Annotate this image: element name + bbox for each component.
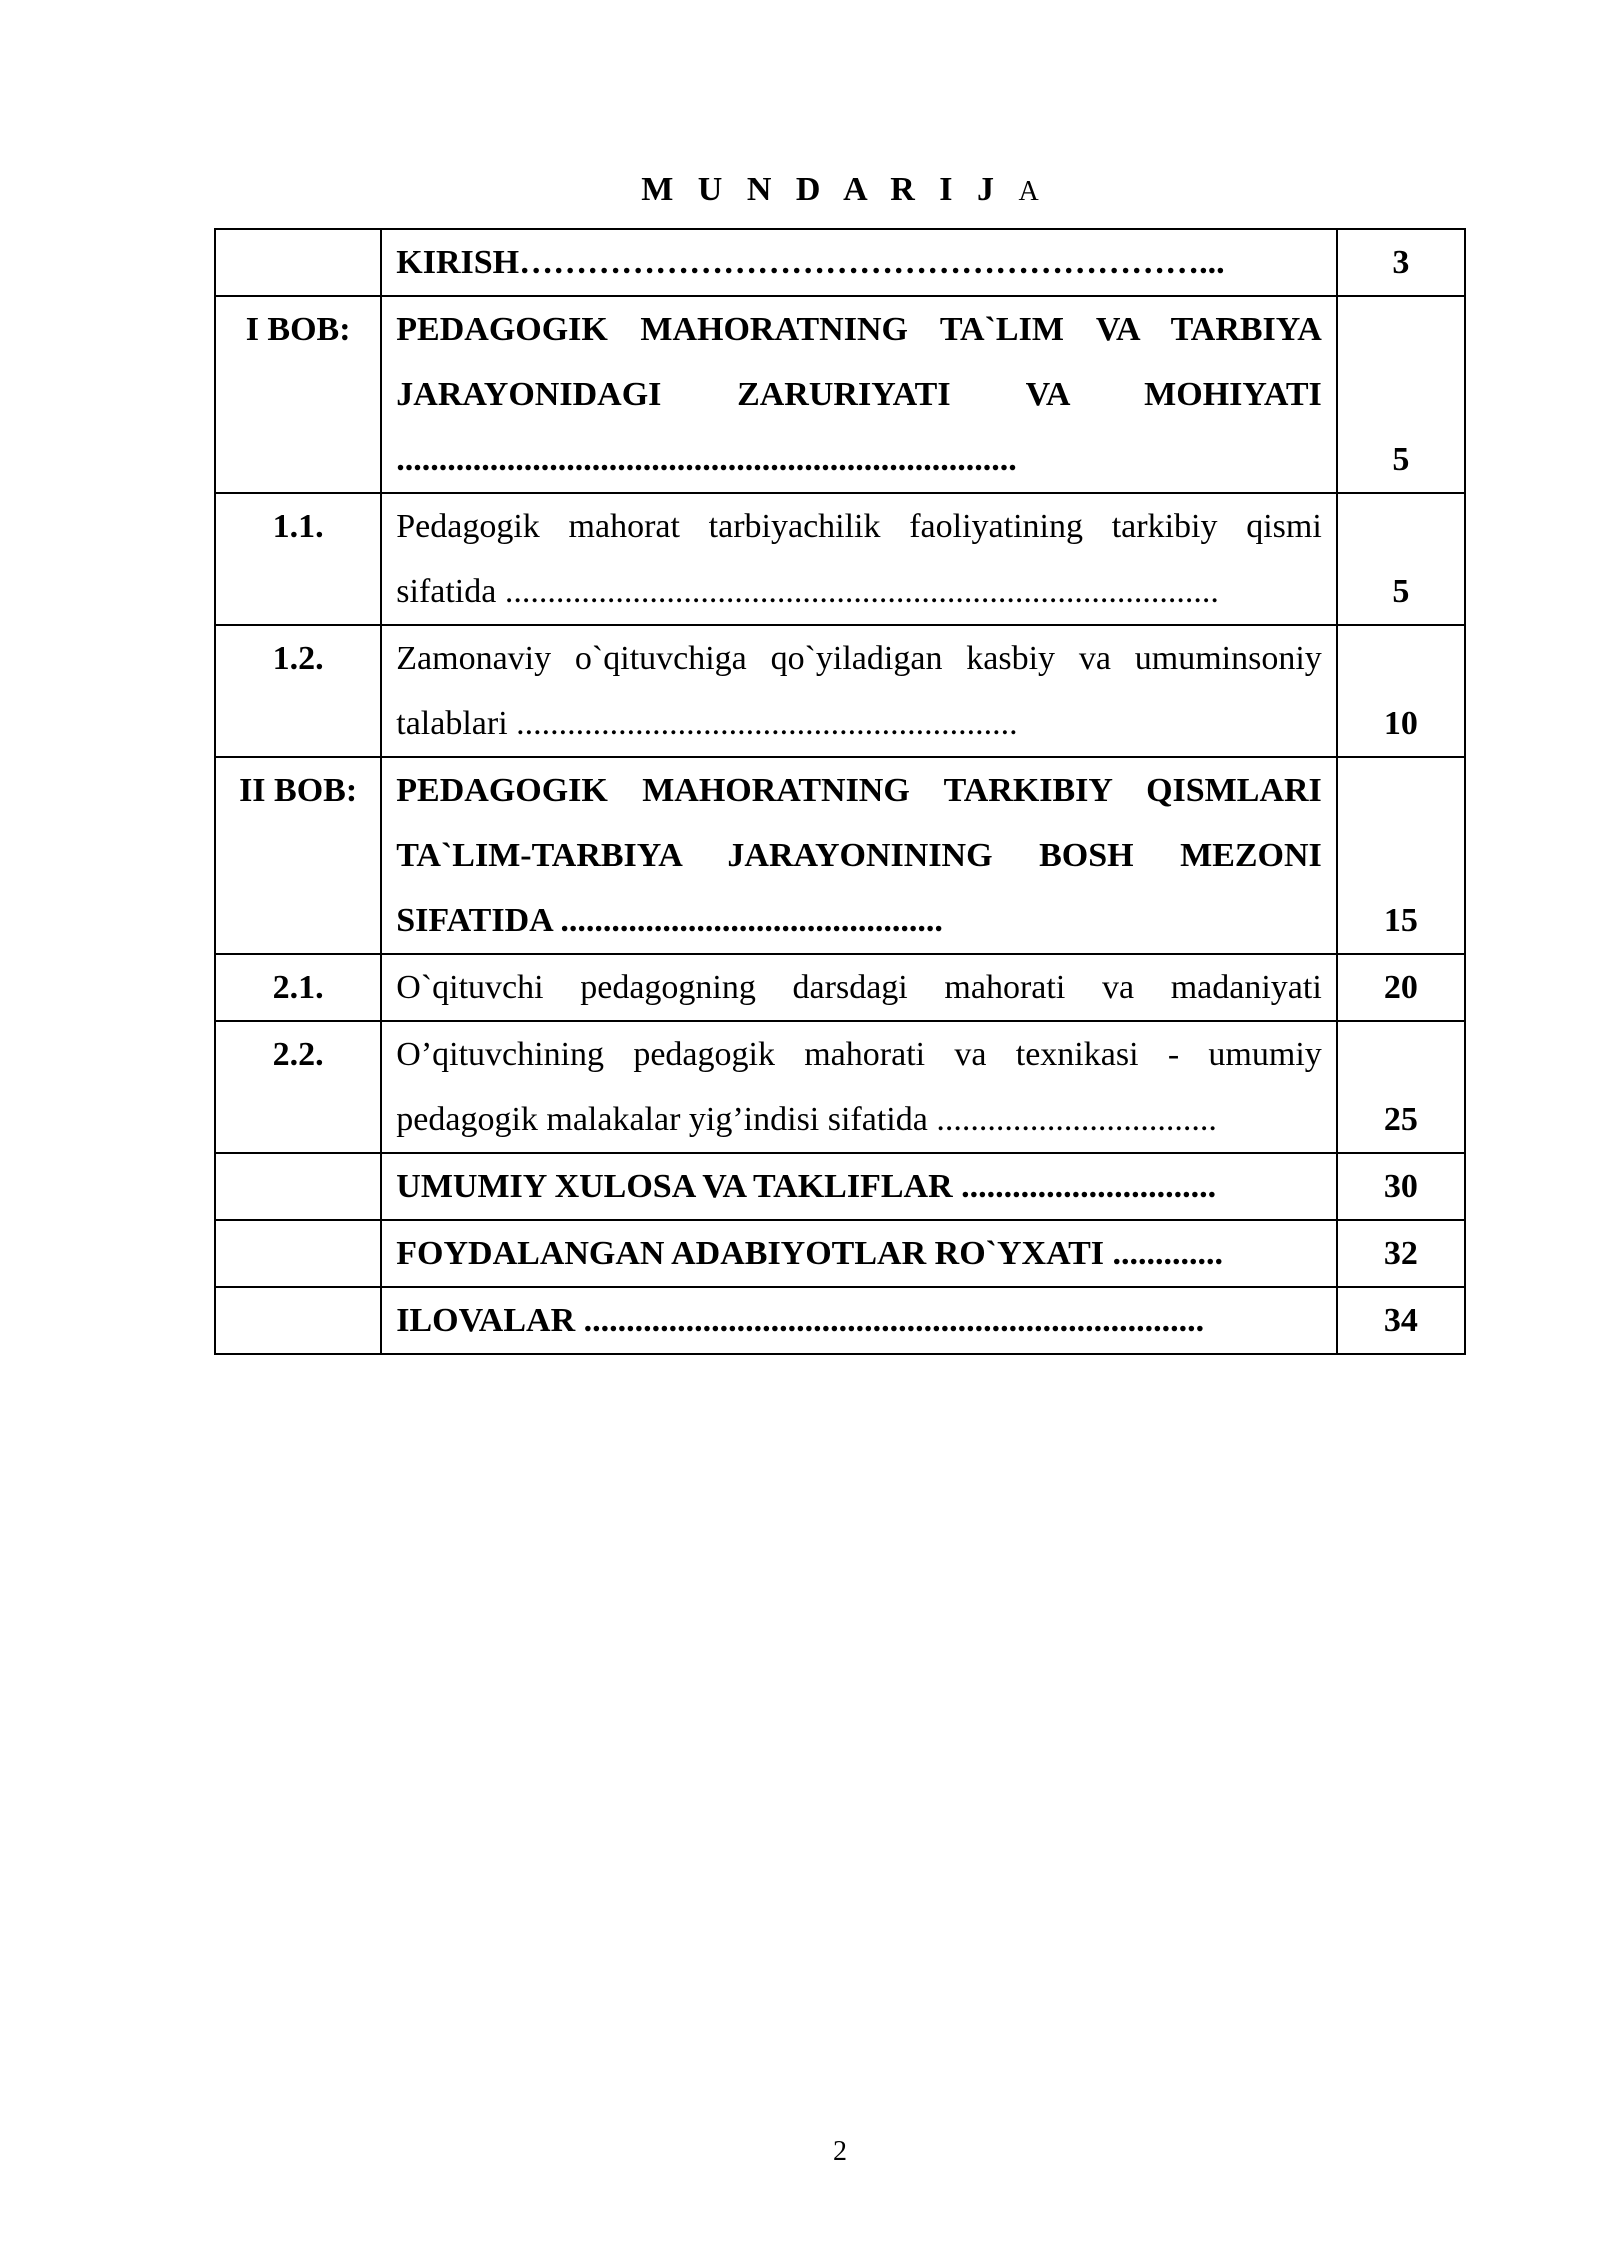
toc-row-chapter-2 bbox=[215, 757, 1465, 954]
table-of-contents bbox=[214, 228, 1466, 1355]
toc-page: 5 bbox=[1337, 493, 1465, 625]
toc-row-2-2 bbox=[215, 1021, 1465, 1153]
toc-number: 2.1. bbox=[215, 954, 381, 1021]
toc-row-kirish bbox=[215, 229, 1465, 296]
toc-page: 5 bbox=[1337, 296, 1465, 493]
toc-number: 1.1. bbox=[215, 493, 381, 625]
toc-title: O`qituvchi pedagogning darsdagi mahorati va madaniyati bbox=[381, 954, 1337, 1021]
toc-title: PEDAGOGIK MAHORATNING TARKIBIY QISMLARI TA`LIM-TARBIYA JARAYONINING BOSH MEZONI SIFATIDA ............................................. bbox=[381, 757, 1337, 954]
toc-row-conclusion bbox=[215, 1153, 1465, 1220]
toc-title: KIRISH……………………………………………………... bbox=[381, 229, 1337, 296]
toc-title: Pedagogik mahorat tarbiyachilik faoliyatining tarkibiy qismi sifatida .................................................................................... bbox=[381, 493, 1337, 625]
toc-number: II BOB: bbox=[215, 757, 381, 954]
document-title bbox=[0, 170, 1600, 212]
page-number: 2 bbox=[833, 2136, 847, 2167]
toc-page: 30 bbox=[1337, 1153, 1465, 1220]
toc-row-bibliography bbox=[215, 1220, 1465, 1287]
toc-number: 1.2. bbox=[215, 625, 381, 757]
toc-number bbox=[215, 1287, 381, 1354]
toc-title: O’qituvchining pedagogik mahorati va texnikasi - umumiy pedagogik malakalar yig’indisi sifatida ................................. bbox=[381, 1021, 1337, 1153]
toc-page: 20 bbox=[1337, 954, 1465, 1021]
toc-number bbox=[215, 229, 381, 296]
toc-title: FOYDALANGAN ADABIYOTLAR RO`YXATI ............. bbox=[381, 1220, 1337, 1287]
toc-title: Zamonaviy o`qituvchiga qo`yiladigan kasbiy va umuminsoniy talablari ........................................................... bbox=[381, 625, 1337, 757]
toc-page: 25 bbox=[1337, 1021, 1465, 1153]
toc-page: 34 bbox=[1337, 1287, 1465, 1354]
toc-row-1-2 bbox=[215, 625, 1465, 757]
toc-row-appendices bbox=[215, 1287, 1465, 1354]
title-tail: A bbox=[1018, 176, 1039, 207]
toc-page: 15 bbox=[1337, 757, 1465, 954]
toc-title: ILOVALAR ......................................................................... bbox=[381, 1287, 1337, 1354]
toc-number bbox=[215, 1153, 381, 1220]
toc-title: PEDAGOGIK MAHORATNING TA`LIM VA TARBIYA JARAYONIDAGI ZARURIYATI VA MOHIYATI ......................................................................... bbox=[381, 296, 1337, 493]
title-main: M U N D A R I J bbox=[641, 171, 1003, 208]
toc-number: I BOB: bbox=[215, 296, 381, 493]
toc-row-1-1 bbox=[215, 493, 1465, 625]
toc-number bbox=[215, 1220, 381, 1287]
toc-page: 32 bbox=[1337, 1220, 1465, 1287]
toc-number: 2.2. bbox=[215, 1021, 381, 1153]
toc-title: UMUMIY XULOSA VA TAKLIFLAR .............................. bbox=[381, 1153, 1337, 1220]
toc-page: 3 bbox=[1337, 229, 1465, 296]
toc-page: 10 bbox=[1337, 625, 1465, 757]
toc-row-2-1 bbox=[215, 954, 1465, 1021]
toc-row-chapter-1 bbox=[215, 296, 1465, 493]
